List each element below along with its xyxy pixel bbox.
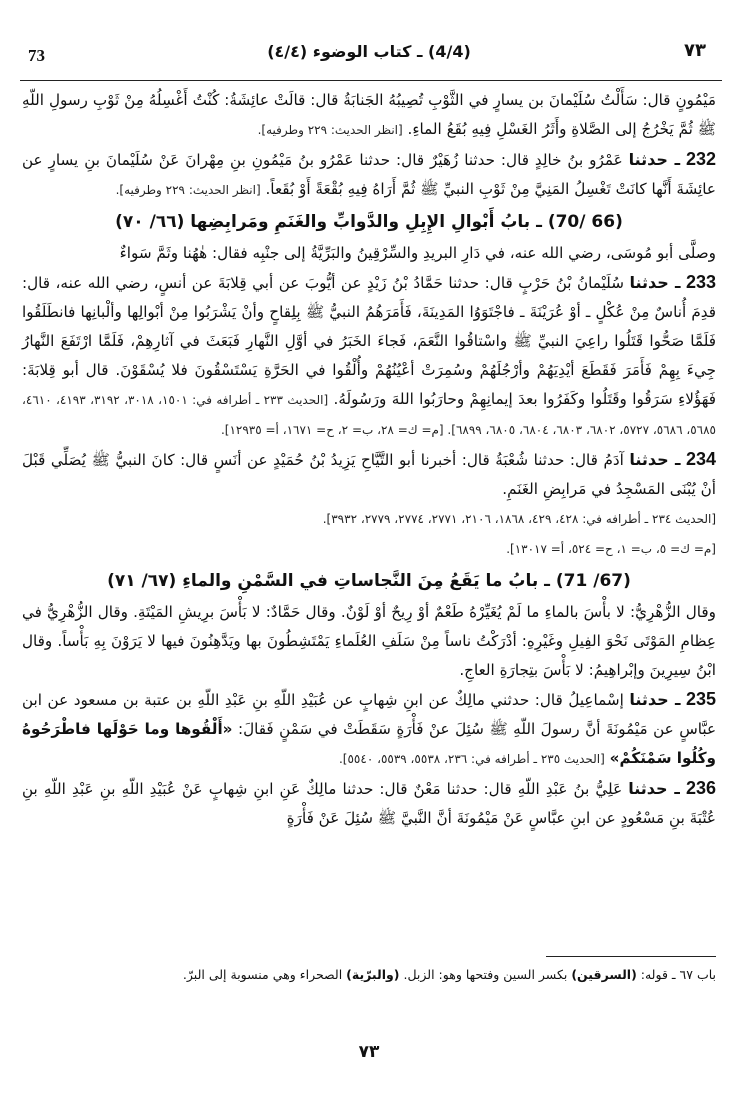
hadith-text: آدَمُ قال: حدثنا شُعْبَةُ قال: أخبرنا أبو التَّيَّاحِ يَزِيدُ بْنُ حُمَيْدٍ عن أنَسٍ قال: كانَ النبيُّ ﷺ يُصَلِّي قَبْلَ أنْ يُبْنَى المَسْجِدُ في مَرابِضِ الغَنَمِ. <box>22 451 716 498</box>
hadith-number: 232 <box>685 149 717 169</box>
cross-reference: [الحديث ٢٣٤ ـ أطرافه في: ٤٢٨، ٤٢٩، ١٨٦٨، ٢١٠٦، ٢٧٧١، ٢٧٧٤، ٢٧٧٩، ٣٩٣٢]. <box>322 512 716 526</box>
hadith-text: عَلِيُّ بنُ عَبْدِ اللّهِ قال: حدثنا مَعْنٌ قال: حدثنا مالِكٌ عَنِ ابنِ شِهابٍ عَنْ عُبَيْدِ اللّهِ بنِ عَبْدِ اللّهِ بنِ عُتْبَةَ بنِ مَسْعُودٍ عن ابنِ عبَّاسٍ عَنْ مَيْمُونَةَ أنَّ النَّبيَّ ﷺ سُئِلَ عَنْ فَأْرَةٍ <box>22 780 716 827</box>
hadith-text: سُلَيْمانُ بْنُ حَرْبٍ قال: حدثنا حَمَّادُ بْنُ زَيْدٍ عن أيُّوبَ عن أبي قِلابَةَ عن أنسٍ، رضي الله عنه، قال: قدِمَ أُناسٌ مِنْ عُكْلٍ ـ أوْ عُرَيْنَةَ ـ فاجْتَوَوُا المَدِينَةَ، فَأَمَرَهُمُ النبيُّ ﷺ بِلِقاحٍ وأنْ يَشْرَبُوا مِنْ أبْوالِها وألْبانِها فانطَلَقُوا فَلَمَّا صَحُّوا قَتَلُوا راعِيَ النبيِّ ﷺ واسْتاقُوا النَّعَمَ، فَجاءَ الخَبَرُ في أوَّلِ النَّهارِ فَبَعَثَ في آثارِهِمْ، فَلَمَّا ارْتَفَعَ النَّهارُ جِيءَ بِهِمْ فَأَمَرَ فَقَطَعَ أيْدِيَهُمْ وأرْجُلَهُمْ وسُمِرَتْ أعْيُنُهُمْ وأُلْقُوا في الحَرَّةِ يَسْتَسْقُونَ فلا يُسْقَوْنَ. قال أبو قِلابَةَ: فَهَؤُلاءِ سَرَقُوا وقَتَلُوا وكَفَرُوا بعدَ إيمانِهِمْ وحارَبُوا اللهَ ورَسُولَهُ. <box>22 274 716 408</box>
paragraph-text: مَيْمُونٍ قال: سَأَلْتُ سُلَيْمانَ بن يسارٍ في الثَّوْبِ تُصِيبُهُ الجَنابَةُ قال: قالَتْ عائِشَةُ: كُنْتُ أَغْسِلُهُ مِنْ ثَوْبِ رسولِ اللّهِ ﷺ ثُمَّ يَخْرُجُ إلى الصَّلاةِ وأَثَرُ الغَسْلِ فِيهِ بُقَعُ الماءِ. <box>22 91 716 138</box>
hadith-number: 236 <box>685 778 716 798</box>
footnote-term: (والبرّية) <box>346 967 400 982</box>
footnote-divider <box>546 956 716 957</box>
paragraph-text: وصلَّى أبو مُوسَى، رضي الله عنه، في دَارِ البريدِ والسِّرْقِينُ والبَرِّيَّةُ إلى جنْبِه فقال: هٰهُنا وثَمَّ سَواءٌ <box>119 244 716 262</box>
chapter-heading-66: (66 /70) ـ بابُ أَبْوالِ الإِبِلِ والدَّوابِّ والغَنَمِ ومَرابِضِها (٦٦/ ٧٠) <box>115 212 623 232</box>
footnote-text: بكسر السين وفتحها وهو: الزبل. <box>403 967 568 982</box>
prophetic-quote: «أَلْقُوها وما حَوْلَها فاطْرَحُوهُ وكُلُوا سَمْنَكُمْ» <box>22 720 716 767</box>
page-header <box>20 40 718 78</box>
hadith-number: 233 <box>685 272 717 292</box>
hadith-label: ـ حدثنا <box>629 273 681 292</box>
running-title: (4/4) ـ كتاب الوضوء (٤/٤) <box>267 42 471 61</box>
hadith-234 <box>22 445 716 564</box>
hadith-235 <box>22 685 716 774</box>
cross-reference: [انظر الحديث: ٢٢٩ وطرفيه]. <box>115 183 261 197</box>
hadith-label: ـ حدثنا <box>629 690 681 709</box>
footnote-prefix: باب ٦٧ ـ قوله: <box>640 967 716 982</box>
hadith-233 <box>22 268 716 445</box>
hadith-236 <box>22 774 716 833</box>
page-number-arabic: ٧٣ <box>684 40 706 61</box>
cross-reference: [الحديث ٢٣٣ ـ أطرافه في: ١٥٠١، ٣٠١٨، ٣١٩٢، ٤١٩٣، ٤٦١٠، ٥٦٨٥، ٥٦٨٦، ٥٧٢٧، ٦٨٠٢، ٦٨٠٣، ٦٨٠٤، ٦٨٠٥، ٦٨٩٩]. [م= ك= ٢٨، ب= ٢، ح= ١٦٧١، أ= ١٢٩٣٥]. <box>22 393 716 437</box>
page-number-latin: 73 <box>28 46 45 65</box>
cross-reference: [م= ك= ٥، ب= ١، ح= ٥٢٤، أ= ١٣٠١٧]. <box>506 542 716 556</box>
hadith-232 <box>22 145 716 205</box>
hadith-label: ـ حدثنا <box>629 450 681 469</box>
cross-reference: [الحديث ٢٣٥ ـ أطرافه في: ٢٣٦، ٥٥٣٨، ٥٥٣٩، ٥٥٤٠]. <box>338 752 605 766</box>
hadith-label: ـ حدثنا <box>628 779 680 798</box>
page-number-footer: ٧٣ <box>358 1042 380 1062</box>
paragraph-continuation <box>22 86 716 145</box>
footnote-term: (السرقين) <box>571 967 637 982</box>
hadith-text: عَمْرُو بنُ خالِدٍ قال: حدثنا زُهَيْرٌ قال: حدثنا عَمْرُو بنُ مَيْمُونِ بنِ مِهْرانَ عَنْ سُلَيْمانَ بنِ يسارٍ عن عائِشَةَ أَنَّها كانَتْ تَغْسِلُ المَنِيَّ مِنْ ثَوْبِ النبيِّ ﷺ ثُمَّ أَرَاهُ فِيهِ بُقْعَةً أَوْ بُقَعاً. <box>22 151 716 198</box>
paragraph-text: وقال الزُّهْرِيُّ: لا بأْسَ بالماءِ ما لَمْ يُغَيِّرْهُ طَعْمٌ أوْ رِيحٌ أوْ لَوْنٌ. وقال حَمَّادٌ: لا بَأْسَ برِيشِ المَيْتَةِ. وقال الزُّهْرِيُّ في عِظامِ المَوْتَى نَحْوَ الفِيلِ وغَيْرِهِ: أدْرَكْتُ ناساً مِنْ سَلَفِ العُلَماءِ يَمْتَشِطُونَ بها ويَدَّهِنُونَ فيها لا يَرَوْنَ بِهِ بَأْساً. وقال ابْنُ سِيرِينَ وإبْراهِيمُ: لا بَأْسَ بتِجارَةِ العاجِ. <box>22 603 716 679</box>
cross-reference: [انظر الحديث: ٢٢٩ وطرفيه]. <box>257 123 403 137</box>
hadith-number: 234 <box>685 449 717 469</box>
chapter-heading-67: (67/ 71) ـ بابُ ما يَقَعُ مِنَ النَّجاساتِ في السَّمْنِ والماءِ (٦٧/ ٧١) <box>107 571 631 591</box>
footnote-text: الصحراء وهي منسوبة إلى البرّ. <box>182 967 343 982</box>
hadith-number: 235 <box>685 689 716 709</box>
hadith-label: ـ حدثنا <box>628 150 681 169</box>
main-text <box>22 86 716 833</box>
chapter-intro-67 <box>22 598 716 685</box>
chapter-intro-66 <box>22 239 716 268</box>
header-divider <box>20 80 722 81</box>
footnote <box>22 965 716 985</box>
hadith-text: إسْماعِيلُ قال: حدثني مالِكٌ عن ابنِ شِهابٍ عن عُبَيْدِ اللّهِ بنِ عَبْدِ اللّهِ بن عتبة بن مسعود عن ابن عبَّاسٍ عن مَيْمُونَةَ أنَّ رسولَ اللّهِ ﷺ سُئِلَ عنْ فَأْرَةٍ سَقَطَتْ في سَمْنٍ فَقالَ: <box>22 691 717 738</box>
